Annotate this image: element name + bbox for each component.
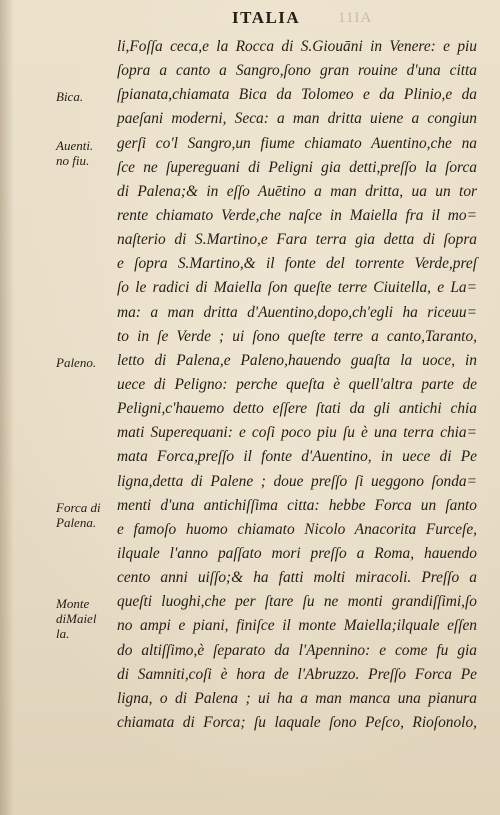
text-line: ilquale l'anno paſſato mori preſſo a Roma, hauendo [117,544,477,562]
text-line: li,Foſſa ceca,e la Rocca di S.Giouāni in Venere: e piu [117,38,477,55]
text-line: mati Superequani: e coſi poco piu ſu è una terra chia= [117,424,477,442]
text-line: Peligni,c'hauemo detto eſſere ſtati da gli antichi chia [117,400,477,418]
text-line: to in ſe Verde ; ui ſono queſte terre a canto,Taranto, [117,327,477,345]
text-line: gerſi co'l Sangro,un fiume chiamato Auentino,che na [117,134,477,152]
text-line: menti d'una antichiſſima citta: hebbe Forca un ſanto [117,496,477,514]
text-line: ſce ne ſupereguani di Peligni gia detti,preſſo la ſorca [117,158,477,176]
text-line: no ampi e piani, finiſce il monte Maiella;ilquale eſſen [117,617,477,635]
text-line: ſpianata,chiamata Bica da Tolomeo e da Plinio,e da [117,86,477,104]
text-line: ma: a man dritta d'Auentino,dopo,ch'egli ha riceuu= [117,303,477,321]
text-line: ſopra a canto a Sangro,ſono gran rouine d'una citta [117,62,477,80]
text-line: rente chiamato Verde,che naſce in Maiella fra il mo= [117,206,477,224]
text-line: naſterio di S.Martino,e Fara terra gia detta di ſopra [117,231,477,249]
text-line: paeſani moderni, Seca: a man dritta uiene a congiun [117,110,477,128]
text-line: do altiſſimo,è ſeparato da l'Apennino: e come fu gia [117,641,477,659]
text-line: chiamata di Forca; ſu laquale ſono Peſco, Rioſonolo, [117,713,477,731]
text-line: uece di Peligno: perche queſta è quell'altra parte de [117,375,477,393]
text-line: ſo le radici di Maiella ſon queſte terre Ciuitella, e La= [117,279,477,297]
text-line: queſti luoghi,che per ſtare ſu ne monti grandiſſimi,ſo [117,593,477,611]
page-header [0,6,500,32]
text-line: ligna,detta di Palene ; doue preſſo ſi ueggono ſonda= [117,472,477,490]
text-line: e famoſo huomo chiamato Nicolo Anacorita Furceſe, [117,520,477,538]
text-line: e ſopra S.Martino,& il fonte del torrente Verde,preſ [117,255,477,273]
text-line: cento anni uiſſo;& ha fatti molti miracoli. Preſſo a [117,569,477,587]
text-line: di Palena;& in eſſo Auētino a man dritta, ua un tor [117,182,477,200]
text-line: di Samniti,coſi è hora de l'Abruzzo. Preſſo Forca Pe [117,665,477,683]
page-gutter-shadow [0,0,14,815]
body-text [117,35,477,735]
margin-note: Bica. [56,89,84,105]
show-through-text: 11IA [338,10,373,26]
margin-note: Auenti. no fiu. [56,137,94,168]
margin-note: Forca di Palena. [56,499,101,530]
margin-note: Paleno. [56,354,97,370]
text-line: letto di Palena,e Paleno,hauendo guaſta la uoce, in [117,351,477,369]
running-head: ITALIA [232,8,301,27]
text-line: mata Forca,preſſo il fonte d'Auentino, in uece di Pe [117,448,477,466]
text-line: ligna, o di Palena ; ui ha a man manca una pianura [117,689,477,707]
margin-note: Monte diMaiel la. [56,596,97,642]
